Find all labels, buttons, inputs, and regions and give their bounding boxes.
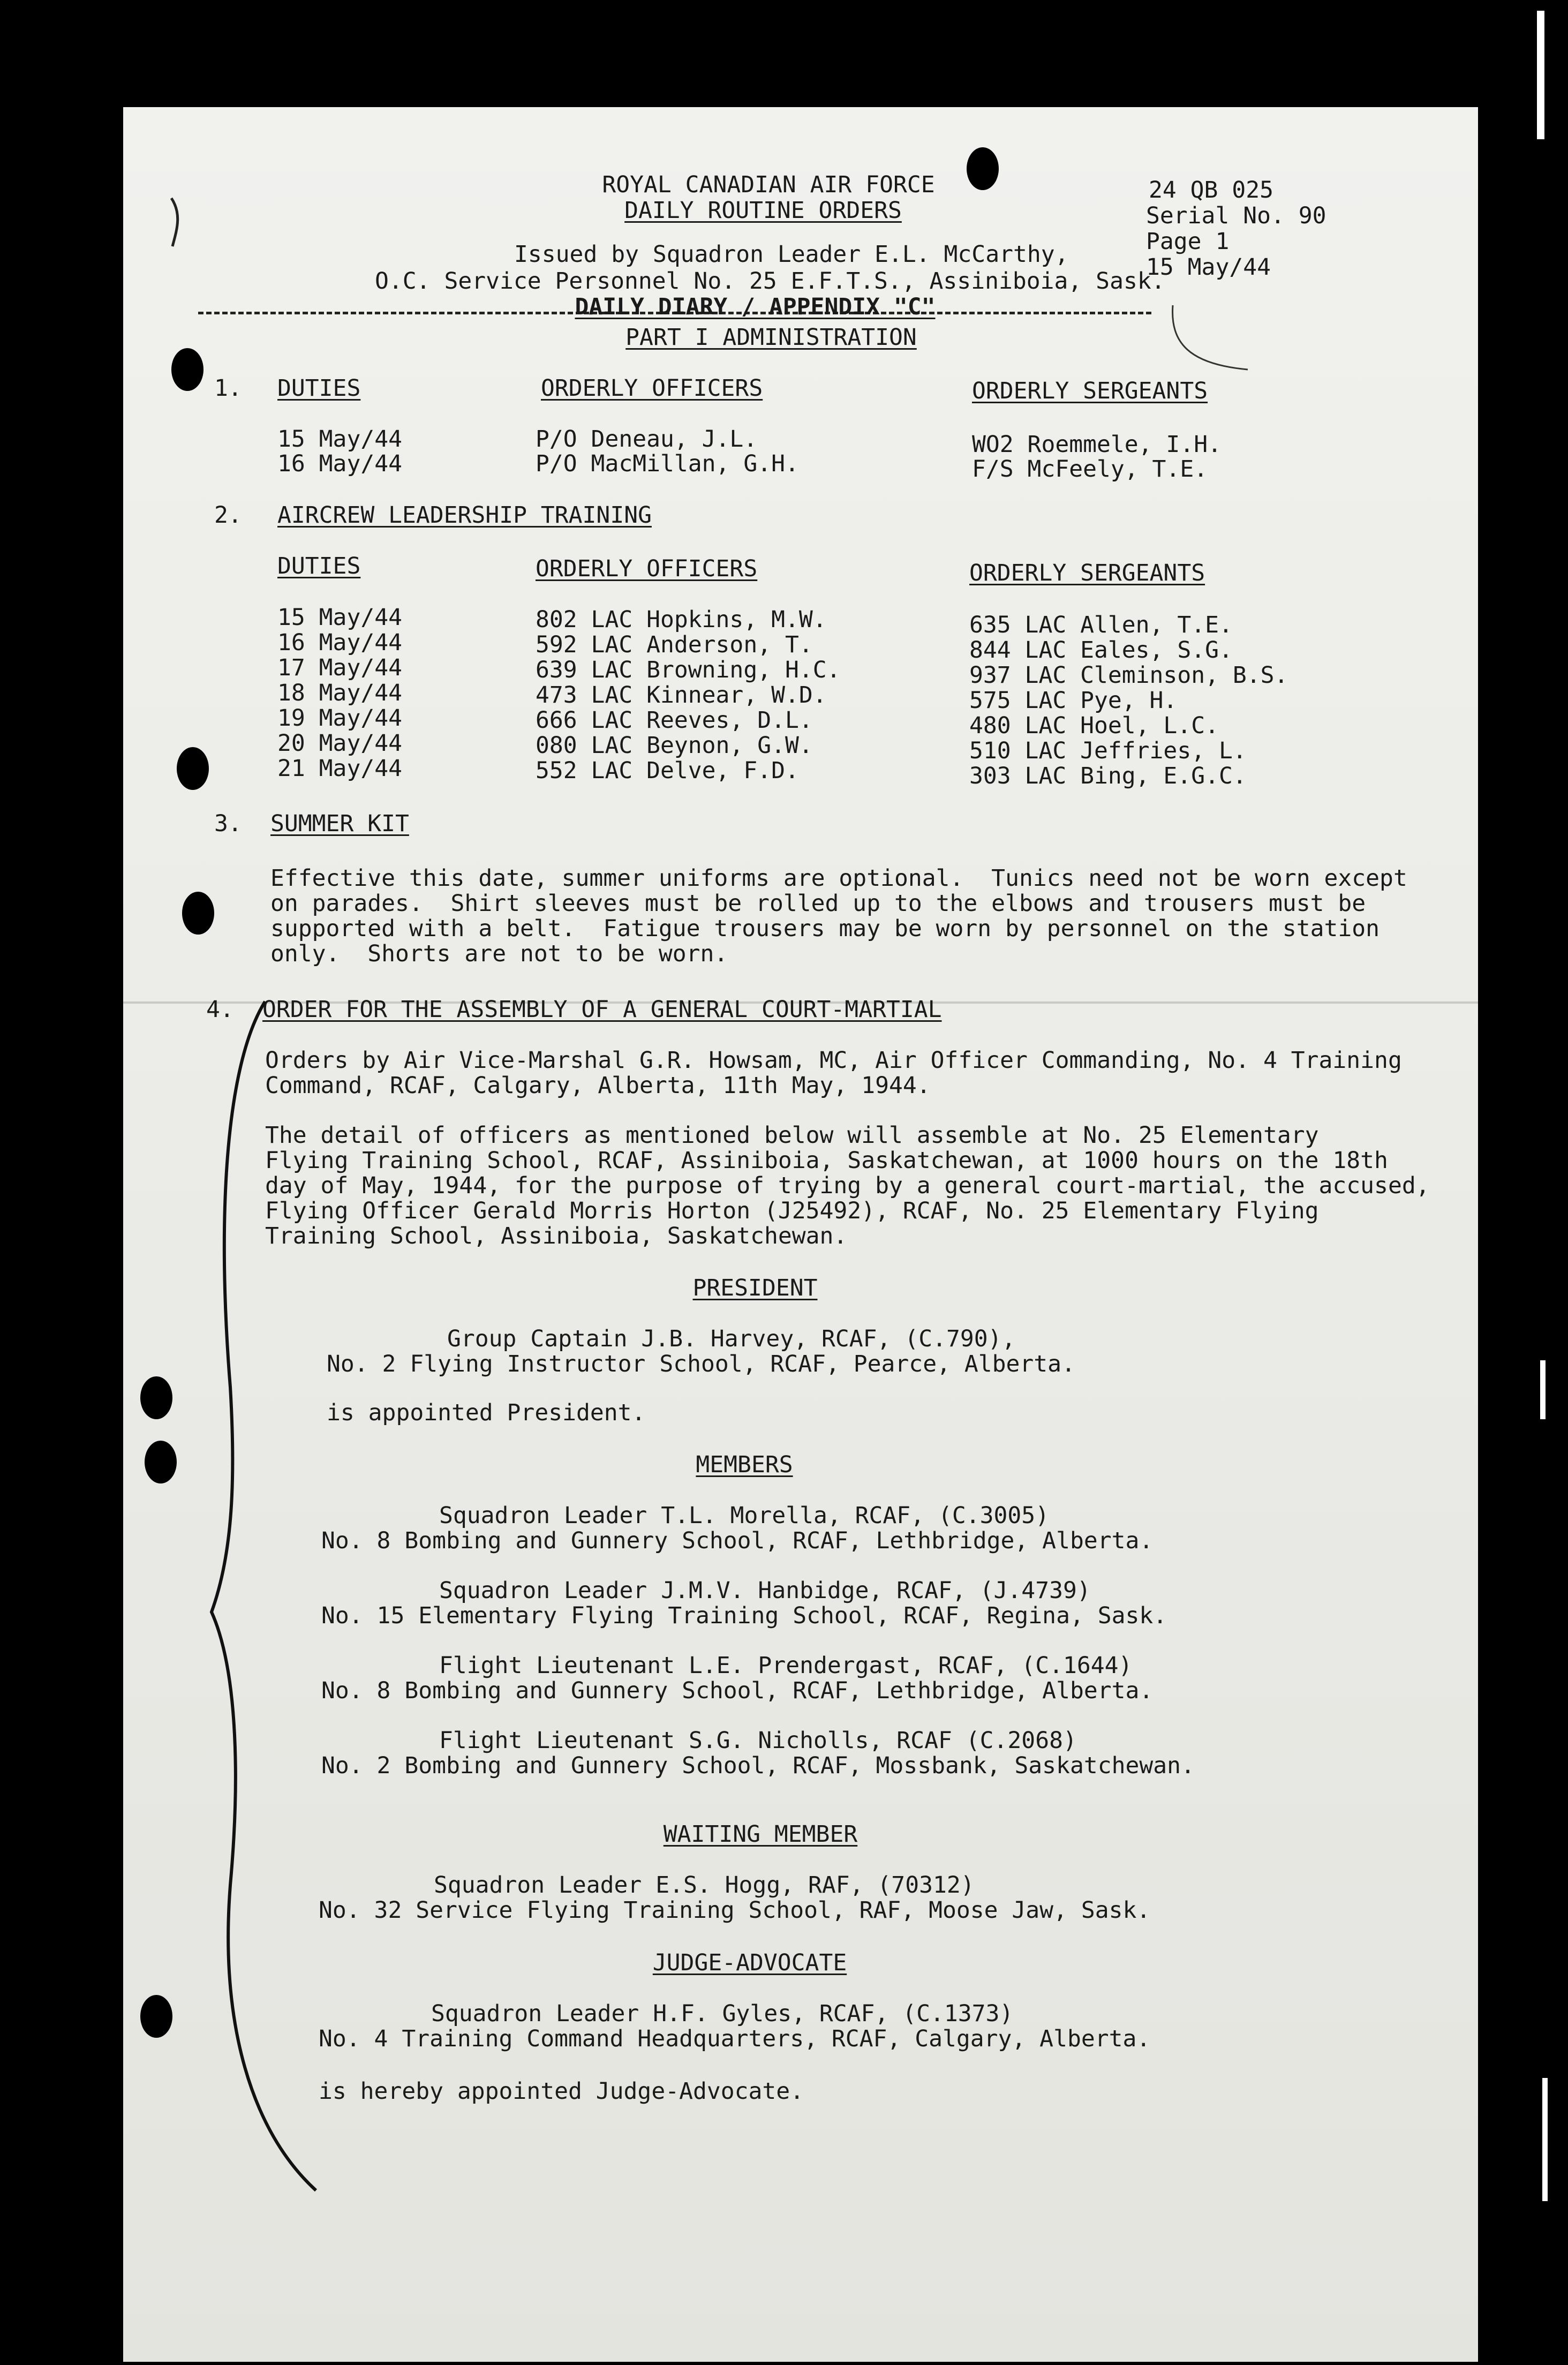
appointee-name: Squadron Leader J.M.V. Hanbidge, RCAF, (J.4739) (439, 1577, 1091, 1604)
orderly-officer: 592 LAC Anderson, T. (536, 631, 813, 658)
appointee-unit: No. 32 Service Flying Training School, RAF, Moose Jaw, Sask. (319, 1897, 1151, 1924)
appointee-name: Squadron Leader H.F. Gyles, RCAF, (C.1373) (431, 2000, 1014, 2027)
orderly-sergeant: 480 LAC Hoel, L.C. (969, 712, 1219, 739)
orderly-officer: P/O MacMillan, G.H. (536, 450, 799, 477)
issue-date: 15 May/44 (1146, 254, 1271, 281)
diary-stamp: DAILY DIARY / APPENDIX "C" (575, 293, 936, 320)
orderly-officer: 802 LAC Hopkins, M.W. (536, 606, 827, 633)
col-officers: ORDERLY OFFICERS (536, 555, 758, 582)
orderly-officer: 666 LAC Reeves, D.L. (536, 707, 813, 734)
section-number: 1. (214, 375, 242, 402)
col-sergeants: ORDERLY SERGEANTS (972, 378, 1208, 404)
appointee-name: Group Captain J.B. Harvey, RCAF, (C.790), (447, 1325, 1016, 1352)
doc-type: DAILY ROUTINE ORDERS (624, 197, 902, 224)
orderly-sergeant: WO2 Roemmele, I.H. (972, 431, 1222, 458)
orderly-sergeant: 937 LAC Cleminson, B.S. (969, 662, 1288, 689)
duty-date: 17 May/44 (277, 654, 402, 681)
appointee-unit: No. 2 Bombing and Gunnery School, RCAF, Mossbank, Saskatchewan. (321, 1752, 1195, 1779)
col-duties: DUTIES (277, 375, 361, 402)
issuer-unit: O.C. Service Personnel No. 25 E.F.T.S., Assiniboia, Sask. (375, 268, 1165, 295)
body-text: Training School, Assiniboia, Saskatchewan. (265, 1223, 848, 1249)
body-text: Orders by Air Vice-Marshal G.R. Howsam, MC, Air Officer Commanding, No. 4 Training (265, 1047, 1402, 1074)
orderly-sergeant: 844 LAC Eales, S.G. (969, 637, 1233, 664)
body-text: on parades. Shirt sleeves must be rolled up to the elbows and trousers must be (270, 890, 1366, 917)
col-officers: ORDERLY OFFICERS (541, 375, 763, 402)
body-text: day of May, 1944, for the purpose of trying by a general court-martial, the accused, (265, 1172, 1430, 1199)
pen-flourish (1173, 305, 1248, 370)
col-sergeants: ORDERLY SERGEANTS (969, 560, 1205, 586)
duty-date: 16 May/44 (277, 450, 402, 477)
serial-number: Serial No. 90 (1146, 202, 1326, 229)
duty-date: 15 May/44 (277, 426, 402, 453)
body-text: is hereby appointed Judge-Advocate. (319, 2078, 804, 2105)
org-name: ROYAL CANADIAN AIR FORCE (602, 171, 935, 198)
appointee-name: Flight Lieutenant L.E. Prendergast, RCAF, (C.1644) (439, 1652, 1133, 1679)
duty-date: 16 May/44 (277, 629, 402, 656)
orderly-sergeant: 303 LAC Bing, E.G.C. (969, 763, 1247, 789)
appointee-unit: No. 8 Bombing and Gunnery School, RCAF, Lethbridge, Alberta. (321, 1677, 1154, 1704)
section-number: 2. (214, 502, 242, 529)
appointee-name: Squadron Leader T.L. Morella, RCAF, (C.3005) (439, 1502, 1050, 1529)
orderly-officer: P/O Deneau, J.L. (536, 426, 758, 453)
orderly-officer: 080 LAC Beynon, G.W. (536, 732, 813, 759)
judge-advocate-heading: JUDGE-ADVOCATE (652, 1949, 847, 1976)
duty-date: 15 May/44 (277, 604, 402, 631)
body-text: The detail of officers as mentioned below will assemble at No. 25 Elementary (265, 1122, 1319, 1149)
col-duties: DUTIES (277, 553, 361, 579)
section-number: 4. (206, 996, 234, 1023)
appointee-name: Squadron Leader E.S. Hogg, RAF, (70312) (434, 1872, 975, 1899)
duty-date: 19 May/44 (277, 705, 402, 732)
duty-date: 18 May/44 (277, 680, 402, 706)
appointee-unit: No. 8 Bombing and Gunnery School, RCAF, Lethbridge, Alberta. (321, 1527, 1154, 1554)
members-heading: MEMBERS (696, 1451, 793, 1478)
appointee-unit: No. 4 Training Command Headquarters, RCAF, Calgary, Alberta. (319, 2025, 1151, 2052)
body-text: Command, RCAF, Calgary, Alberta, 11th May, 1944. (265, 1072, 931, 1099)
body-text: supported with a belt. Fatigue trousers may be worn by personnel on the station (270, 915, 1380, 942)
president-heading: PRESIDENT (692, 1275, 818, 1301)
orderly-sergeant: 575 LAC Pye, H. (969, 687, 1178, 714)
waiting-member-heading: WAITING MEMBER (663, 1821, 858, 1848)
body-text: is appointed President. (327, 1399, 646, 1426)
section-title: ORDER FOR THE ASSEMBLY OF A GENERAL COURT-MARTIAL (262, 996, 942, 1023)
orderly-officer: 552 LAC Delve, F.D. (536, 757, 799, 784)
appointee-unit: No. 2 Flying Instructor School, RCAF, Pearce, Alberta. (327, 1351, 1075, 1377)
orderly-officer: 473 LAC Kinnear, W.D. (536, 682, 827, 709)
issued-by: Issued by Squadron Leader E.L. McCarthy, (514, 241, 1069, 268)
duty-date: 21 May/44 (277, 755, 402, 782)
body-text: Flying Officer Gerald Morris Horton (J25492), RCAF, No. 25 Elementary Flying (265, 1197, 1319, 1224)
ref-code: 24 QB 025 (1149, 177, 1273, 204)
page-number: Page 1 (1146, 228, 1230, 255)
orderly-sergeant: F/S McFeely, T.E. (972, 456, 1208, 483)
margin-mark (171, 198, 178, 246)
appointee-unit: No. 15 Elementary Flying Training School, RCAF, Regina, Sask. (321, 1602, 1167, 1629)
margin-brace (212, 1001, 316, 2190)
part-title: PART I ADMINISTRATION (625, 324, 917, 351)
orderly-sergeant: 510 LAC Jeffries, L. (969, 737, 1247, 764)
section-title: AIRCREW LEADERSHIP TRAINING (277, 502, 652, 529)
body-text: Flying Training School, RCAF, Assiniboia, Saskatchewan, at 1000 hours on the 18th (265, 1147, 1388, 1174)
orderly-sergeant: 635 LAC Allen, T.E. (969, 612, 1233, 638)
appointee-name: Flight Lieutenant S.G. Nicholls, RCAF (C.2068) (439, 1727, 1077, 1754)
duty-date: 20 May/44 (277, 730, 402, 757)
body-text: Effective this date, summer uniforms are optional. Tunics need not be worn except (270, 865, 1407, 892)
orderly-officer: 639 LAC Browning, H.C. (536, 657, 841, 683)
body-text: only. Shorts are not to be worn. (270, 940, 728, 967)
section-number: 3. (214, 810, 242, 837)
section-title: SUMMER KIT (270, 810, 409, 837)
